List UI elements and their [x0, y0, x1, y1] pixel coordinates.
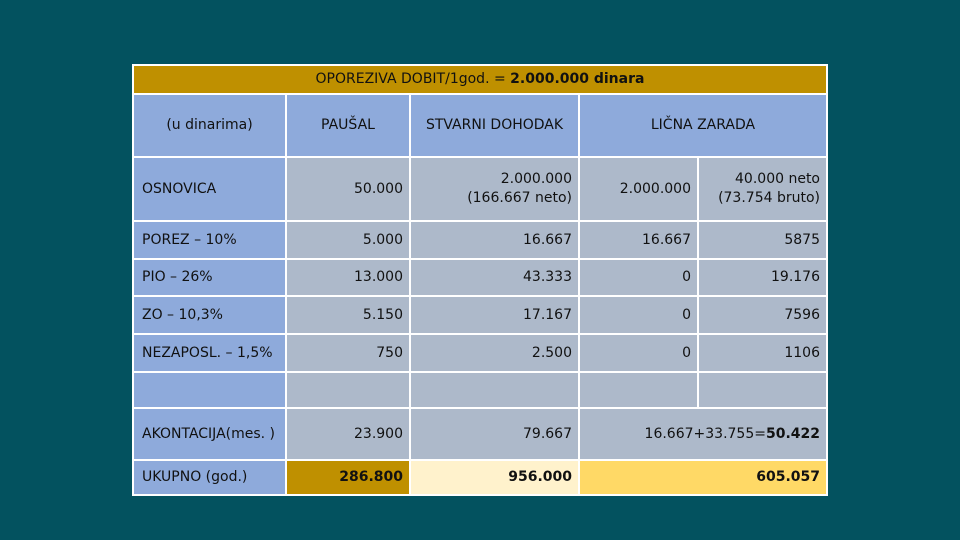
ukupno-pausal-value: 286.800 [339, 469, 403, 486]
cell-ukupno-pausal [287, 461, 409, 494]
empty-row-cell [287, 373, 409, 407]
cell-nezaposl-licna-2: 1106 [699, 335, 826, 371]
cell-pio-licna-1: 0 [580, 260, 697, 295]
row-label-porez: POREZ – 10% [134, 222, 285, 258]
empty-row-cell [411, 373, 578, 407]
cell-ukupno-licna [580, 461, 826, 494]
tax-comparison-table [132, 64, 828, 496]
cell-zo-pausal: 5.150 [287, 297, 409, 333]
cell-ukupno-stvarni [411, 461, 578, 494]
cell-porez-licna-2: 5875 [699, 222, 826, 258]
cell-porez-licna-1: 16.667 [580, 222, 697, 258]
row-label-akontacija: AKONTACIJA(mes. ) [134, 409, 285, 459]
row-label-nezaposl: NEZAPOSL. – 1,5% [134, 335, 285, 371]
empty-row-cell [580, 373, 697, 407]
cell-osnovica-stvarni: 2.000.000 (166.667 neto) [411, 158, 578, 220]
row-label-ukupno: UKUPNO (god.) [134, 461, 285, 494]
cell-osnovica-licna-bruto: 2.000.000 [580, 158, 697, 220]
cell-porez-pausal: 5.000 [287, 222, 409, 258]
empty-row-label [134, 373, 285, 407]
title-prefix: OPOREZIVA DOBIT/1god. = [315, 71, 511, 88]
row-label-zo: ZO – 10,3% [134, 297, 285, 333]
cell-pio-pausal: 13.000 [287, 260, 409, 295]
cell-akontacija-pausal: 23.900 [287, 409, 409, 459]
header-pausal: PAUŠAL [287, 95, 409, 156]
title-amount: 2.000.000 dinara [510, 71, 645, 88]
row-label-pio: PIO – 26% [134, 260, 285, 295]
table-title [134, 66, 826, 93]
empty-row-cell [699, 373, 826, 407]
row-label-osnovica: OSNOVICA [134, 158, 285, 220]
cell-osnovica-pausal: 50.000 [287, 158, 409, 220]
cell-akontacija-stvarni: 79.667 [411, 409, 578, 459]
cell-zo-stvarni: 17.167 [411, 297, 578, 333]
cell-osnovica-licna-neto: 40.000 neto (73.754 bruto) [699, 158, 826, 220]
ukupno-licna-value: 605.057 [756, 469, 820, 486]
header-stvarni-dohodak: STVARNI DOHODAK [411, 95, 578, 156]
akontacija-licna-total: 50.422 [765, 425, 820, 442]
ukupno-stvarni-value: 956.000 [508, 469, 572, 486]
cell-nezaposl-licna-1: 0 [580, 335, 697, 371]
cell-zo-licna-2: 7596 [699, 297, 826, 333]
header-licna-zarada: LIČNA ZARADA [580, 95, 826, 156]
cell-porez-stvarni: 16.667 [411, 222, 578, 258]
cell-nezaposl-stvarni: 2.500 [411, 335, 578, 371]
cell-pio-licna-2: 19.176 [699, 260, 826, 295]
cell-zo-licna-1: 0 [580, 297, 697, 333]
cell-nezaposl-pausal: 750 [287, 335, 409, 371]
akontacija-licna-formula: 16.667+33.755= [644, 425, 766, 442]
header-corner: (u dinarima) [134, 95, 285, 156]
cell-pio-stvarni: 43.333 [411, 260, 578, 295]
cell-akontacija-licna [580, 409, 826, 459]
